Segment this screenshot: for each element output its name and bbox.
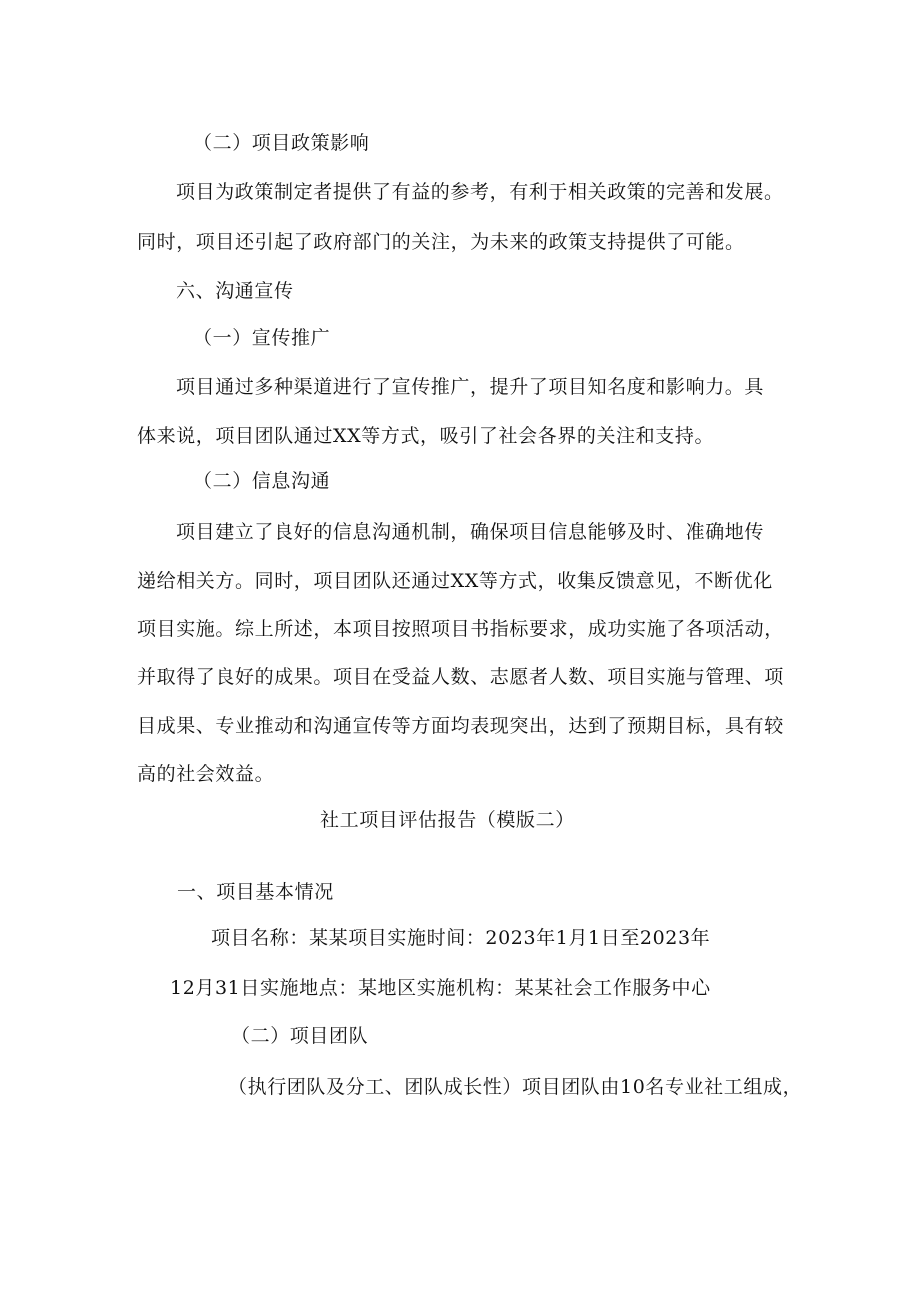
promotion-line-2: 体来说，项目团队通过XX等方式，吸引了社会各界的关注和支持。 bbox=[137, 425, 715, 447]
info-line-6: 高的社会效益。 bbox=[137, 763, 275, 785]
basic-info-heading: 一、项目基本情况 bbox=[177, 881, 334, 903]
promotion-line-1: 项目通过多种渠道进行了宣传推广，提升了项目知名度和影响力。具 bbox=[176, 376, 765, 398]
info-line-2: 递给相关方。同时，项目团队还通过XX等方式，收集反馈意见，不断优化 bbox=[137, 570, 773, 592]
info-line-1: 项目建立了良好的信息沟通机制，确保项目信息能够及时、准确地传 bbox=[176, 521, 765, 543]
report-title: 社工项目评估报告（模版二） bbox=[320, 809, 575, 831]
info-line-5: 目成果、专业推动和沟通宣传等方面均表现突出，达到了预期目标，具有较 bbox=[137, 715, 784, 737]
team-heading: （二）项目团队 bbox=[231, 1025, 369, 1047]
info-line-3: 项目实施。综上所述，本项目按照项目书指标要求，成功实施了各项活动， bbox=[137, 618, 784, 640]
team-line-1: （执行团队及分工、团队成长性）项目团队由10名专业社工组成， bbox=[228, 1076, 803, 1098]
info-heading: （二）信息沟通 bbox=[193, 470, 331, 492]
policy-impact-heading: （二）项目政策影响 bbox=[193, 132, 370, 154]
communication-heading: 六、沟通宣传 bbox=[176, 280, 294, 302]
policy-impact-line-1: 项目为政策制定者提供了有益的参考，有利于相关政策的完善和发展。 bbox=[176, 181, 784, 203]
basic-info-line-2: 12月31日实施地点：某地区实施机构：某某社会工作服务中心 bbox=[170, 977, 711, 999]
basic-info-line-1: 项目名称：某某项目实施时间：2023年1月1日至2023年 bbox=[211, 927, 711, 949]
info-line-4: 并取得了良好的成果。项目在受益人数、志愿者人数、项目实施与管理、项 bbox=[137, 666, 784, 688]
promotion-heading: （一）宣传推广 bbox=[193, 327, 331, 349]
policy-impact-line-2: 同时，项目还引起了政府部门的关注，为未来的政策支持提供了可能。 bbox=[137, 231, 745, 253]
